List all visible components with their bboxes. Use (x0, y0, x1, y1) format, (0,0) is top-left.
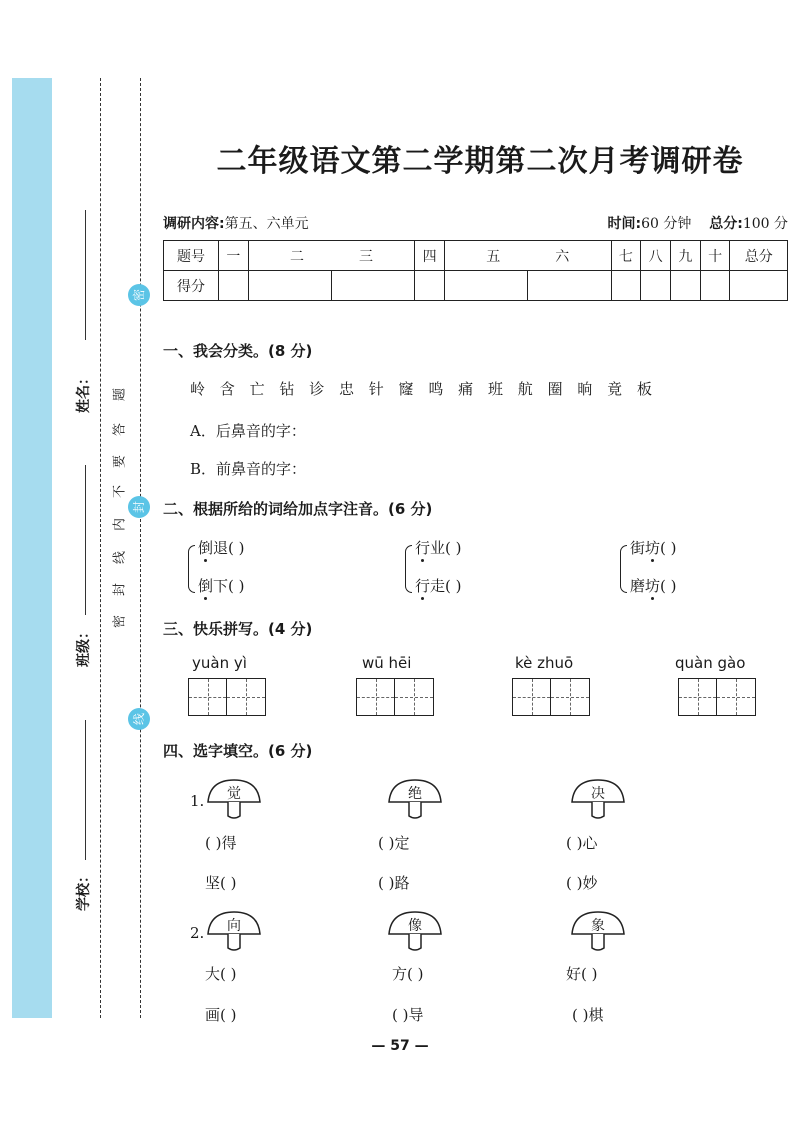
score-cell[interactable] (415, 271, 445, 301)
score-cell[interactable] (700, 271, 730, 301)
section1-chars (190, 378, 653, 399)
char-item: 班 (487, 380, 504, 398)
score-table-score-row (164, 271, 788, 301)
seal-char: 要 (112, 455, 128, 469)
char-item: 忠 (338, 380, 355, 398)
content-label: 调研内容: (163, 216, 225, 232)
col-6: 六 (555, 248, 570, 265)
emphasis-dot (204, 559, 207, 562)
pinyin-prompt: wū hēi (362, 654, 412, 672)
char-item: 痛 (458, 380, 475, 398)
choice-char: 觉 (227, 786, 241, 802)
name-label: 姓名： (76, 371, 92, 413)
fill-blank[interactable]: 方( ) (392, 965, 424, 983)
binding-strip (12, 78, 52, 1018)
fill-blank[interactable]: ( )心 (566, 834, 598, 852)
score-cell[interactable] (671, 271, 701, 301)
page-title: 二年级语文第二学期第二次月考调研卷 (216, 144, 744, 179)
score-label: 得分 (164, 271, 219, 301)
writing-grid[interactable] (512, 678, 590, 716)
char-item: 晌 (577, 380, 594, 398)
fill-blank[interactable]: 坚( ) (205, 874, 237, 892)
q1-number: 1. (190, 792, 205, 810)
word-2: 倒下( ) (198, 577, 245, 595)
seal-circle-xian: 线 (128, 708, 150, 730)
col-2-3 (248, 241, 415, 271)
cut-line-right (140, 78, 141, 1018)
char-item: 圈 (547, 380, 564, 398)
q2-number: 2. (190, 924, 205, 942)
fill-blank[interactable]: 画( ) (205, 1006, 237, 1024)
word-2: 磨坊( ) (630, 577, 677, 595)
score-cell[interactable] (248, 271, 331, 301)
score-table (163, 240, 788, 301)
word-2: 行走( ) (415, 577, 462, 595)
score-cell[interactable] (730, 271, 788, 301)
choice-char: 绝 (408, 786, 422, 802)
brace-mark (405, 545, 412, 593)
fill-blank[interactable]: ( )导 (392, 1006, 424, 1024)
char-item: 钻 (279, 380, 296, 398)
section2-heading: 二、根据所给的词给加点字注音。(6 分) (163, 500, 433, 518)
time-value: 60 分钟 (641, 216, 692, 232)
emphasis-dot (421, 597, 424, 600)
char-item: 鸣 (428, 380, 445, 398)
char-item: 竟 (607, 380, 624, 398)
char-item: 航 (517, 380, 534, 398)
fill-blank[interactable]: 大( ) (205, 965, 237, 983)
seal-char: 题 (112, 388, 128, 402)
content-value: 第五、六单元 (224, 216, 309, 232)
emphasis-dot (204, 597, 207, 600)
col-8: 八 (641, 241, 671, 271)
pinyin-prompt: kè zhuō (515, 654, 574, 672)
emphasis-dot (421, 559, 424, 562)
col-7: 七 (611, 241, 641, 271)
col-5: 五 (486, 248, 501, 265)
char-item: 亡 (249, 380, 266, 398)
writing-grid[interactable] (356, 678, 434, 716)
seal-char: 内 (112, 518, 128, 532)
writing-grid[interactable] (678, 678, 756, 716)
choice-char: 向 (227, 918, 241, 934)
pinyin-prompt: quàn gào (675, 654, 746, 672)
writing-grid[interactable] (188, 678, 266, 716)
exam-info (163, 213, 788, 233)
seal-char: 密 (112, 615, 128, 629)
char-item: 针 (368, 380, 385, 398)
col-total: 总分 (730, 241, 788, 271)
score-cell[interactable] (528, 271, 611, 301)
mushroom-choice (385, 910, 445, 954)
seal-char: 线 (112, 551, 128, 565)
mushroom-choice (568, 778, 628, 822)
mushroom-choice (385, 778, 445, 822)
school-line (85, 720, 86, 860)
time-total (608, 213, 788, 233)
mushroom-choice (568, 910, 628, 954)
time-label: 时间: (607, 216, 642, 232)
header-label: 题号 (164, 241, 219, 271)
section1-heading: 一、我会分类。(8 分) (163, 342, 313, 360)
mushroom-choice (204, 910, 264, 954)
word-1: 行业( ) (415, 539, 462, 557)
name-line (85, 210, 86, 340)
char-item: 岭 (190, 380, 207, 398)
choice-char: 决 (591, 786, 605, 802)
score-cell[interactable] (445, 271, 528, 301)
brace-mark (620, 545, 627, 593)
mushroom-choice (204, 778, 264, 822)
brace-mark (188, 545, 195, 593)
emphasis-dot (651, 559, 654, 562)
score-cell[interactable] (219, 271, 249, 301)
col-4: 四 (415, 241, 445, 271)
fill-blank[interactable]: 好( ) (566, 965, 598, 983)
section1-b: B．前鼻音的字： (190, 460, 307, 478)
choice-char: 象 (591, 918, 605, 934)
char-item: 板 (636, 380, 653, 398)
char-item: 诊 (309, 380, 326, 398)
seal-char: 答 (112, 423, 128, 437)
seal-circle-feng: 封 (128, 496, 150, 518)
seal-char: 封 (112, 583, 128, 597)
fill-blank[interactable]: ( )路 (378, 874, 410, 892)
score-cell[interactable] (641, 271, 671, 301)
seal-circle-mi: 密 (128, 284, 150, 306)
score-table-header-row (164, 241, 788, 271)
total-value: 100 分 (742, 216, 788, 232)
char-item: 窿 (398, 380, 415, 398)
cut-line-left (100, 78, 101, 1018)
section4-heading: 四、选字填空。(6 分) (163, 742, 313, 760)
pinyin-prompt: yuàn yì (192, 654, 247, 672)
col-3: 三 (359, 248, 373, 265)
school-label: 学校： (76, 869, 92, 911)
section1-a: A．后鼻音的字： (190, 422, 306, 440)
word-1: 街坊( ) (630, 539, 677, 557)
score-cell[interactable] (332, 271, 415, 301)
word-1: 倒退( ) (198, 539, 245, 557)
total-label: 总分: (709, 216, 743, 232)
char-item: 含 (219, 380, 236, 398)
col-10: 十 (700, 241, 730, 271)
fill-blank[interactable]: ( )得 (205, 834, 237, 852)
fill-blank[interactable]: ( )定 (378, 834, 410, 852)
col-1: 一 (219, 241, 249, 271)
col-9: 九 (671, 241, 701, 271)
section3-heading: 三、快乐拼写。(4 分) (163, 620, 313, 638)
class-line (85, 465, 86, 615)
choice-char: 像 (408, 918, 422, 934)
col-2: 二 (290, 248, 304, 265)
fill-blank[interactable]: ( )棋 (572, 1006, 604, 1024)
page-number: — 57 — (371, 1038, 429, 1054)
score-cell[interactable] (611, 271, 641, 301)
seal-char: 不 (112, 485, 128, 499)
emphasis-dot (651, 597, 654, 600)
col-5-6 (445, 241, 612, 271)
class-label: 班级： (76, 625, 92, 667)
fill-blank[interactable]: ( )妙 (566, 874, 598, 892)
